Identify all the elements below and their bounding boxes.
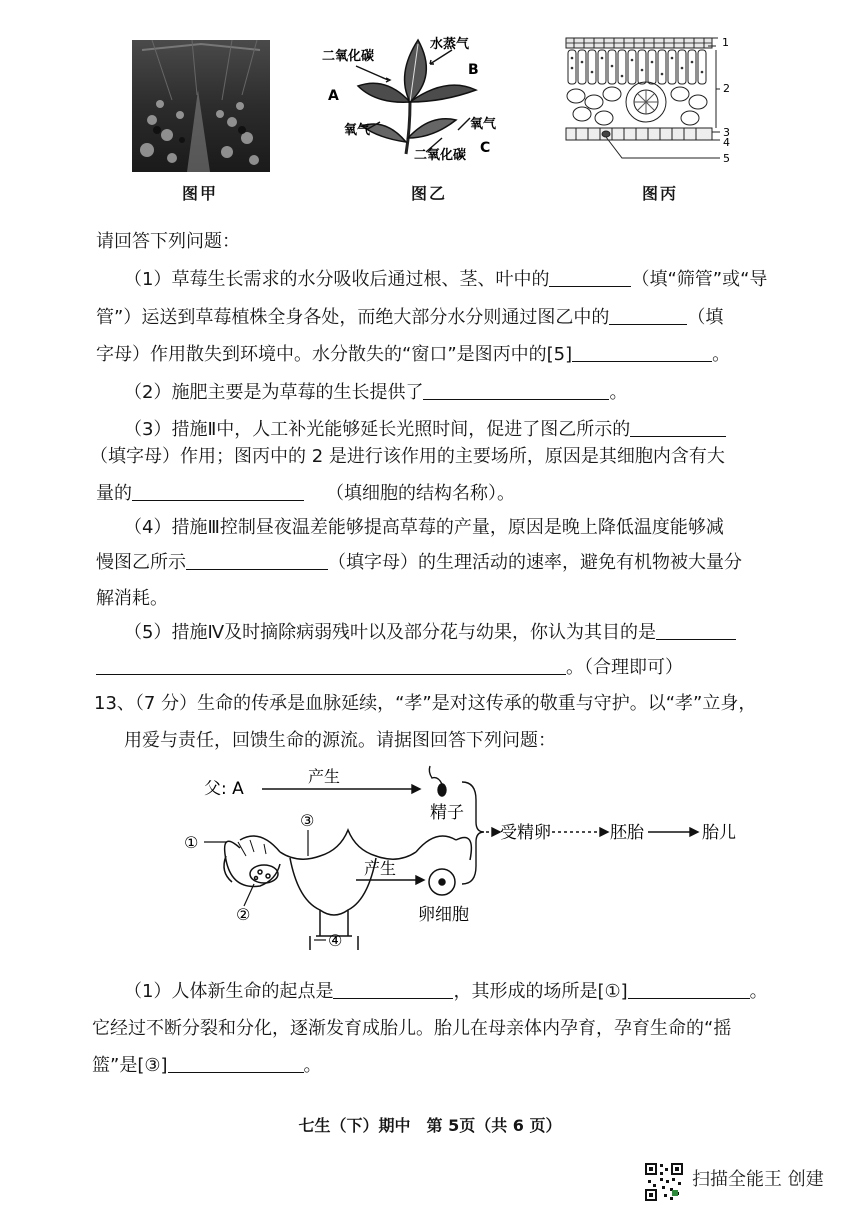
figure-jia-photo	[132, 40, 270, 172]
q12-part3-line2	[90, 443, 810, 471]
answer-blank-11[interactable]	[168, 1052, 304, 1073]
figure-yi-diagram	[318, 34, 504, 170]
bing-label-4: 4	[723, 136, 730, 149]
reproduction-diagram	[180, 760, 770, 960]
answer-blank-8[interactable]	[656, 619, 736, 640]
zygote-label: 受精卵	[500, 823, 551, 843]
q12-p3-text-b: （填字母）作用；图丙中的 2 是进行该作用的主要场所，原因是其细胞内含有大	[90, 446, 725, 467]
q13-head-text: 13、（7 分）生命的传承是血脉延续，“孝”是对这传承的敬重与守护。以“孝”立身，	[94, 693, 757, 714]
egg-label: 卵细胞	[418, 905, 469, 925]
q13-part1-line3	[92, 1052, 810, 1080]
q12-part1-line2	[96, 304, 810, 332]
q12-part1-line3	[96, 341, 810, 369]
q12-p5-text-a: （5）措施Ⅳ及时摘除病弱残叶以及部分花与幼果，你认为其目的是	[124, 622, 657, 643]
bing-label-1: 1	[722, 36, 729, 49]
q12-intro	[96, 228, 810, 256]
yi-label-co2-in: 二氧化碳	[322, 49, 375, 64]
father-label: 父: A	[204, 779, 244, 799]
leaf-drawing	[358, 40, 476, 154]
q12-part4-line1	[124, 514, 810, 542]
q13-p1-end: 。	[749, 981, 768, 1002]
q13-p1-text-e: 。	[303, 1055, 322, 1076]
q13-part1-line2	[92, 1015, 810, 1043]
q12-p4-text-a: （4）措施Ⅲ控制昼夜温差能够提高草莓的产量，原因是晚上降低温度能够减	[124, 517, 724, 538]
figure-jia-caption: 图甲	[182, 184, 219, 203]
answer-blank-5[interactable]	[630, 416, 726, 437]
qr-code-icon	[644, 1162, 684, 1202]
yi-label-co2-out: 二氧化碳	[414, 148, 467, 163]
q13-heading-line1	[94, 690, 810, 718]
q12-part1-line1	[124, 266, 810, 294]
embryo-label: 胚胎	[610, 823, 644, 843]
q12-intro-text: 请回答下列问题：	[96, 231, 240, 252]
answer-blank-8-continued[interactable]	[96, 654, 566, 675]
answer-blank-6[interactable]	[132, 480, 304, 501]
sperm-icon	[429, 766, 446, 796]
q12-p4-text-d: 解消耗。	[96, 588, 168, 609]
q12-part4-line2	[96, 549, 810, 577]
yi-label-o2-in: 氧气	[470, 117, 497, 132]
q12-part5-line1	[124, 619, 810, 647]
yi-label-c: C	[480, 140, 491, 156]
greenhouse-photo-image	[132, 40, 270, 172]
q13-heading-line2	[124, 727, 810, 755]
q12-p1-text-e: 字母）作用散失到环境中。水分散失的“窗口”是图丙中的[5]	[96, 344, 573, 365]
q12-p5-text-b: 。（合理即可）	[566, 657, 683, 678]
female-reproductive-system-drawing	[224, 830, 471, 950]
leaf-cross-section-drawing	[566, 38, 720, 158]
q12-p2-text: （2）施肥主要是为草莓的生长提供了	[124, 382, 424, 403]
q12-p1-text-d: （填	[687, 307, 724, 328]
figure-bing-caption: 图丙	[642, 184, 679, 203]
fetus-label: 胎儿	[702, 823, 736, 843]
label-n2: ②	[236, 905, 251, 924]
answer-blank-10[interactable]	[628, 978, 750, 999]
q13-head2-text: 用爱与责任，回馈生命的源流。请据图回答下列问题：	[124, 730, 556, 751]
page-footer: 七生（下）期中 第 5页（共 6 页）	[298, 1116, 562, 1135]
answer-blank-3[interactable]	[572, 341, 712, 362]
q12-p1-text-c: 管”）运送到草莓植株全身各处，而绝大部分水分则通过图乙中的	[96, 307, 610, 328]
bing-label-5: 5	[723, 152, 730, 165]
label-n4: ④	[328, 931, 343, 950]
q12-part2	[124, 379, 810, 407]
bing-label-2: 2	[723, 82, 730, 95]
q12-p1-end: 。	[712, 344, 731, 365]
q12-p2-end: 。	[609, 382, 628, 403]
scanner-watermark: 扫描全能王 创建	[692, 1169, 824, 1190]
q12-p3-text-a: （3）措施Ⅱ中，人工补光能够延长光照时间，促进了图乙所示的	[124, 419, 631, 440]
figure-bing-diagram	[560, 32, 740, 170]
answer-blank-9[interactable]	[333, 978, 453, 999]
egg-cell-icon	[429, 869, 455, 895]
answer-blank-4[interactable]	[423, 379, 609, 400]
answer-blank-7[interactable]	[186, 549, 328, 570]
q12-p1-text-a: （1）草莓生长需求的水分吸收后通过根、茎、叶中的	[124, 269, 550, 290]
produce-label-1: 产生	[308, 767, 341, 786]
q12-part3-line1	[124, 416, 810, 444]
q12-p1-text-b: （填“筛管”或“导	[631, 269, 768, 290]
q12-part5-line2	[96, 654, 810, 682]
q12-p4-text-c: （填字母）的生理活动的速率，避免有机物被大量分	[328, 552, 742, 573]
q12-p3-text-c: 量的	[96, 483, 132, 504]
yi-label-water-vapor: 水蒸气	[430, 37, 470, 52]
yi-label-a: A	[328, 88, 339, 104]
label-n1: ①	[184, 833, 199, 852]
q12-part4-line3	[96, 585, 810, 613]
q13-part1-line1	[124, 978, 810, 1006]
sperm-label: 精子	[430, 803, 464, 823]
label-n3: ③	[300, 811, 315, 830]
produce-label-2: 产生	[364, 859, 397, 878]
yi-label-o2-out: 氧气	[344, 123, 371, 138]
q12-part3-line3	[96, 480, 810, 508]
q13-p1-text-d: 篮”是[③]	[92, 1055, 168, 1076]
q12-p4-text-b: 慢图乙所示	[96, 552, 186, 573]
answer-blank-2[interactable]	[609, 304, 687, 325]
figure-yi-caption: 图乙	[411, 184, 448, 203]
q12-p3-text-d: （填细胞的结构名称）。	[326, 483, 515, 504]
brace	[462, 782, 484, 884]
q13-p1-text-c: 它经过不断分裂和分化，逐渐发育成胎儿。胎儿在母亲体内孕育，孕育生命的“摇	[92, 1018, 732, 1039]
answer-blank-1[interactable]	[549, 266, 631, 287]
yi-label-b: B	[468, 62, 479, 78]
q13-p1-text-b: ，其形成的场所是[①]	[453, 981, 628, 1002]
q13-p1-text-a: （1）人体新生命的起点是	[124, 981, 334, 1002]
bing-label-3: 3	[723, 126, 730, 139]
